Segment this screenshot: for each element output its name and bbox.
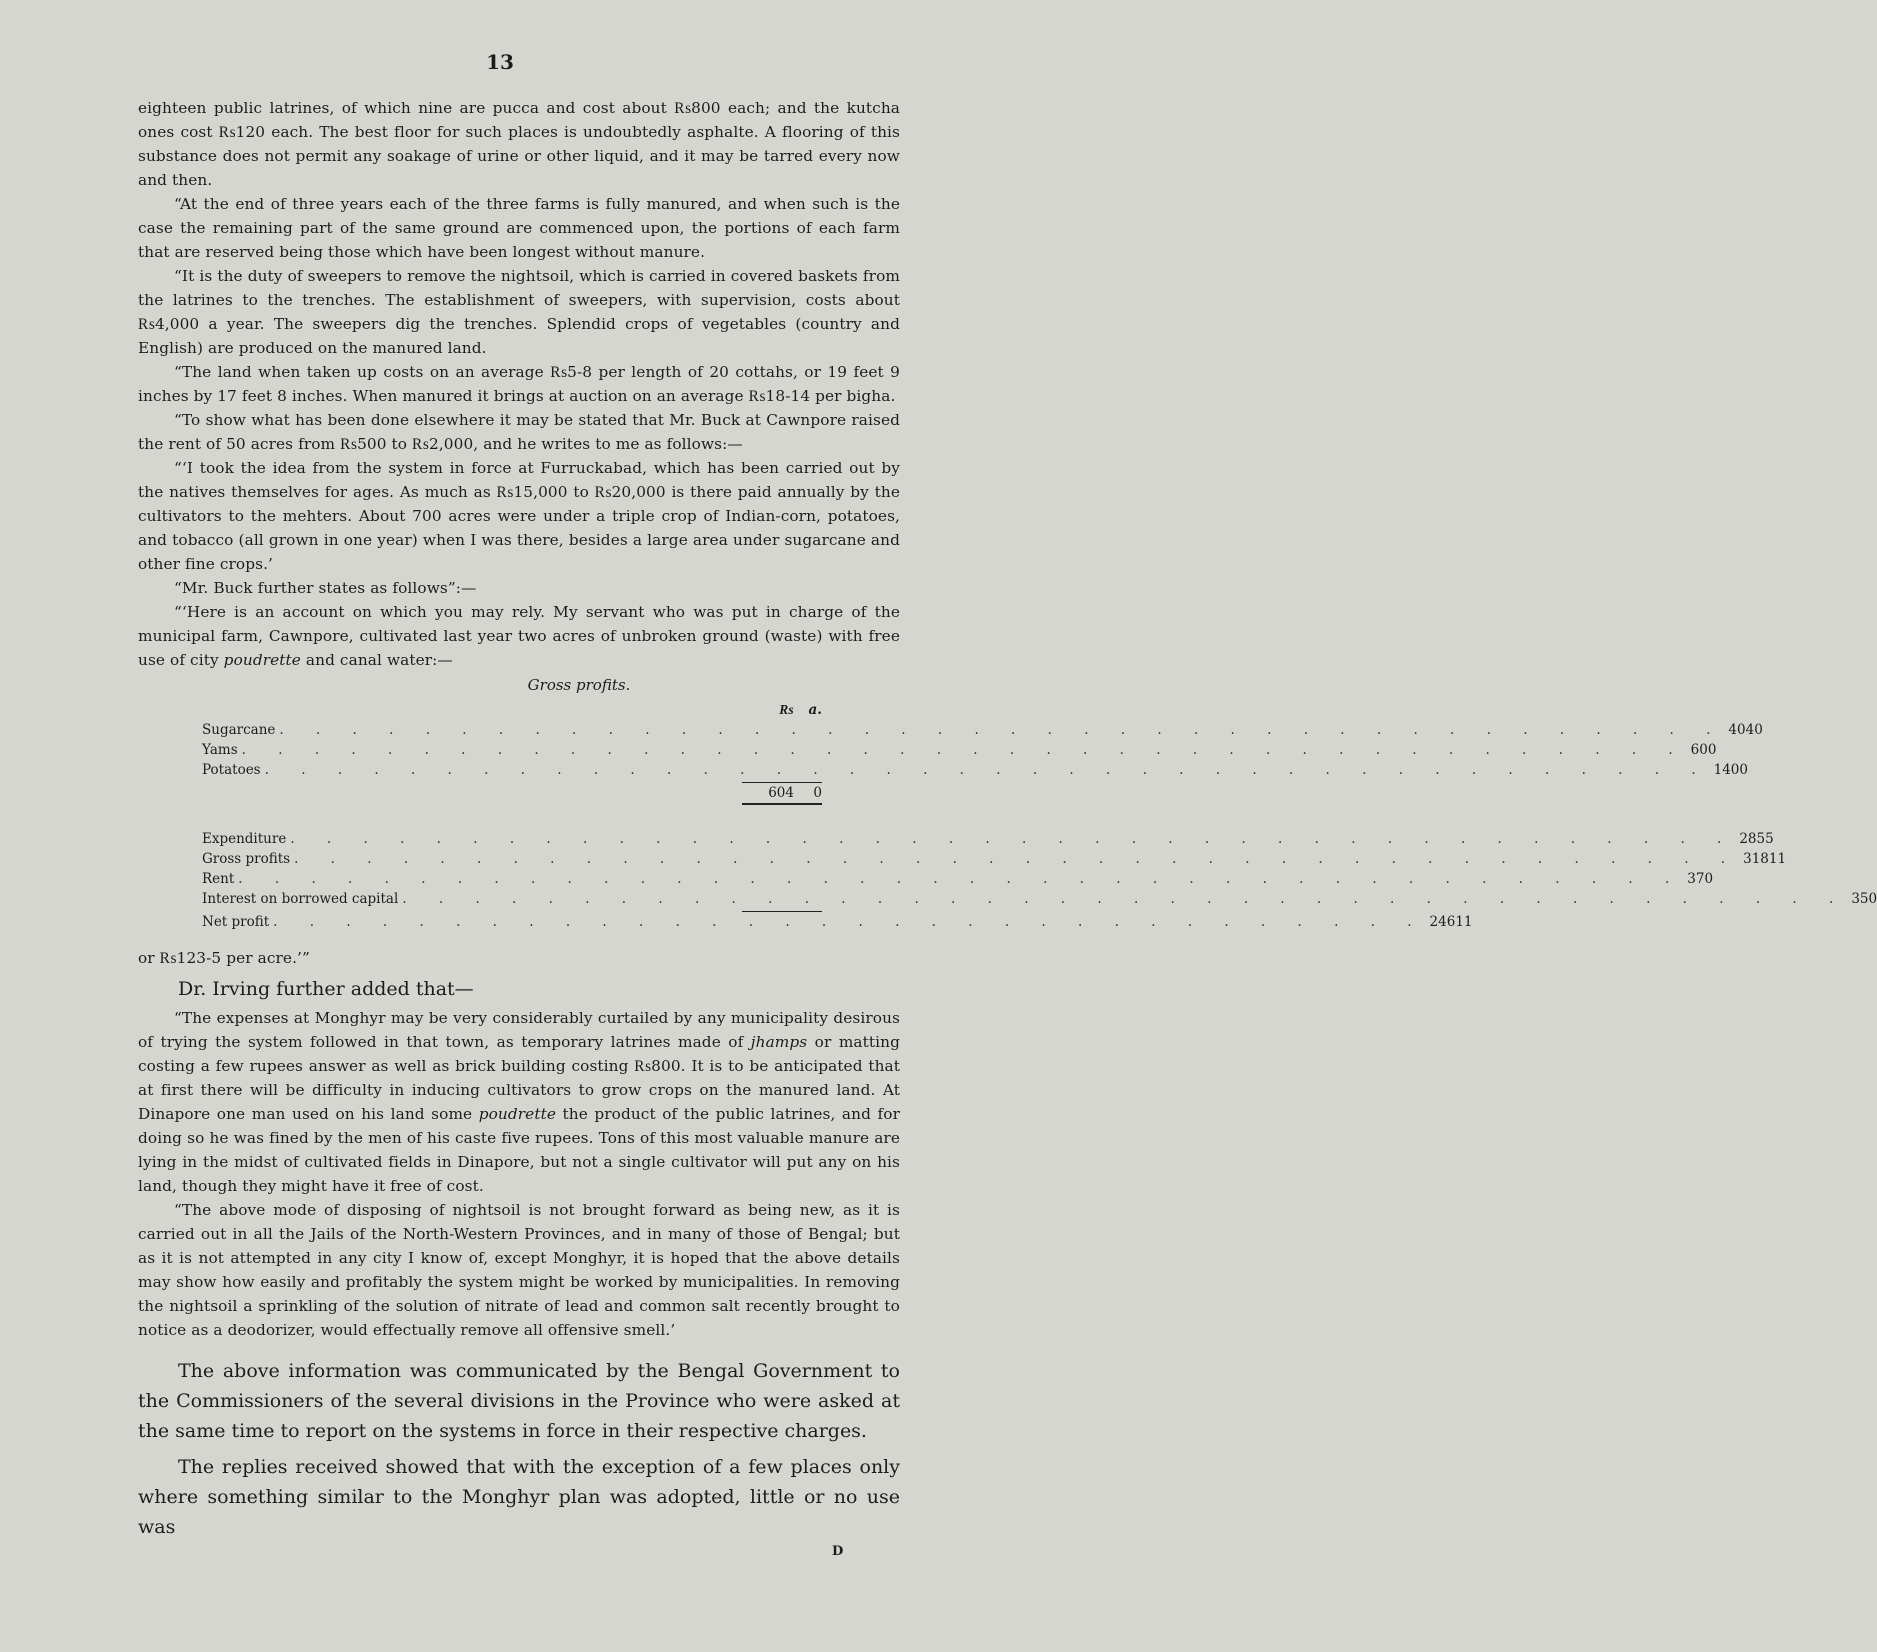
text-run: “The expenses at Monghyr may be very considerably curtailed by any municipality desirous of trying the system followed in that town, as temporary latrines made of xyxy=(138,1009,900,1051)
text-run: or matting costing a few rupees answer as well as brick building costing ₨800. It is to be anticipated that at first there will be difficulty in inducing cultivators to grow crops on the manured land. At Dinapore one man used on his land some xyxy=(138,1033,900,1123)
italic-term: poudrette xyxy=(478,1105,556,1123)
row-rupees: 285 xyxy=(1739,831,1766,847)
paragraph: “It is the duty of sweepers to remove the nightsoil, which is carried in covered baskets from the latrines to the trenches. The establishment of sweepers, with supervision, costs about ₨4,000 a year. The sweepers dig the trenches. Splendid crops of vegetables (country and English) are produced on the manured land. xyxy=(138,267,900,357)
page-number: 13 xyxy=(486,50,514,74)
leader-dots: . . . . . . . . . . . . . . . . . . . . . . . . . . . . . . . . . . . . . . . . xyxy=(402,891,1848,907)
text-run: the product of the public latrines, and for doing so he was fined by the men of his caste five rupees. Tons of this most valuable manure are lying in the midst of cultivated fields in Dinapore, but not a single cultivator will put any on his land, though they might have it free of cost. xyxy=(138,1105,900,1195)
large-paragraph: The replies received showed that with the exception of a few places only where something similar to the Monghyr plan was adopted, little or no use was xyxy=(138,1456,900,1538)
signature-mark: D xyxy=(832,1544,844,1559)
paragraph: “The land when taken up costs on an average ₨5-8 per length of 20 cottahs, or 19 feet 9 inches by 17 feet 8 inches. When manured it brings at auction on an average ₨18-14 per bigha. xyxy=(138,363,900,405)
paragraph: “‘I took the idea from the system in force at Furruckabad, which has been carried out by the natives themselves for ages. As much as ₨15,000 to ₨20,000 is there paid annually by the cultivators to the mehters. About 700 acres were under a triple crop of Indian-corn, potatoes, and tobacco (all grown in one year) when I was there, besides a large area under sugarcane and other fine crops.’ xyxy=(138,459,900,573)
row-label: Expenditure xyxy=(202,831,287,847)
row-label: Interest on borrowed capital xyxy=(202,891,399,907)
row-label: Potatoes xyxy=(202,762,261,778)
row-rupees: 318 xyxy=(1743,851,1769,867)
leader-dots: . . . . . . . . . . . . . . . . . . . . . . . . . . . . . . . . . . . . . . . . xyxy=(238,871,1684,887)
row-annas: 0 xyxy=(1704,871,1714,887)
column-rupees: ₨ xyxy=(778,702,794,718)
text-run: “‘Here is an account on which you may rely. My servant who was put in charge of the municipal farm, Cawnpore, cultivated last year two acres of unbroken ground (waste) with free use of city xyxy=(138,603,900,669)
table-title: Gross profits. xyxy=(527,676,631,694)
table-row xyxy=(202,829,1774,849)
table-row xyxy=(202,889,1877,909)
leader-dots: . . . . . . . . . . . . . . . . . . . . . . . . . . . . . . . . . . . . . . . . xyxy=(264,762,1710,778)
irving-paragraph xyxy=(138,1006,900,1198)
farm-paragraph xyxy=(138,600,900,672)
row-rupees: 37 xyxy=(1687,871,1705,887)
row-rupees: 35 xyxy=(1851,891,1869,907)
table-row xyxy=(202,740,1717,760)
row-annas: 0 xyxy=(1739,762,1748,778)
section-heading: Dr. Irving further added that— xyxy=(178,978,474,1000)
leader-dots: . . . . . . . . . . . . . . . . . . . . . . . . . . . . . . . . . . . . . . . . xyxy=(290,831,1736,847)
row-rupees: 140 xyxy=(1713,762,1740,778)
table-row xyxy=(202,869,1714,889)
paragraph: “At the end of three years each of the three farms is fully manured, and when such is the case the remaining part of the same ground are commenced upon, the portions of each farm that are reserved being those which have been longest without manure. xyxy=(138,195,900,261)
row-label: Net profit xyxy=(202,914,270,930)
leader-dots: . . . . . . . . . . . . . . . . . . . . . . . . . . . . . . . . . . . . . . . . xyxy=(241,742,1687,758)
row-label: Rent xyxy=(202,871,235,887)
row-annas: 0 xyxy=(1754,722,1763,738)
table-row xyxy=(202,720,1763,740)
net-profit-row xyxy=(202,912,1473,932)
column-annas: a. xyxy=(808,702,822,718)
row-label: Sugarcane xyxy=(202,722,276,738)
italic-term: poudrette xyxy=(223,651,301,669)
row-label: Yams xyxy=(202,742,238,758)
row-rupees: 60 xyxy=(1690,742,1708,758)
total-annas: 0 xyxy=(813,785,822,801)
row-rupees: 404 xyxy=(1728,722,1755,738)
accounts-table xyxy=(202,700,1877,932)
row-annas: 11 xyxy=(1768,851,1787,867)
row-annas: 0 xyxy=(1707,742,1717,758)
row-annas: 0 xyxy=(1868,891,1877,907)
paragraph: “The above mode of disposing of nightsoil is not brought forward as being new, as it is carried out in all the Jails of the North-Western Provinces, and in many of those of Bengal; but as it is not attempted in any city I know of, except Monghyr, it is hoped that the above details may show how easily and profitably the system might be worked by municipalities. In removing the nightsoil a sprinkling of the solution of nitrate of lead and common salt recently brought to notice as a deodorizer, would effectually remove all offensive smell.’ xyxy=(138,1201,900,1339)
table-row xyxy=(202,849,1787,869)
leader-dots: . . . . . . . . . . . . . . . . . . . . . . . . . . . . . . . . . . . . . . . . xyxy=(294,851,1740,867)
page-body xyxy=(138,96,1877,1542)
total-rupees: 604 xyxy=(768,785,794,801)
leader-dots: . . . . . . . . . . . . . . . . . . . . . . . . . . . . . . . . . . . . . . . . xyxy=(279,722,1725,738)
paragraph: “To show what has been done elsewhere it may be stated that Mr. Buck at Cawnpore raised the rent of 50 acres from ₨500 to ₨2,000, and he writes to me as follows:— xyxy=(138,411,900,453)
table-header xyxy=(202,700,822,720)
paragraph: “Mr. Buck further states as follows”:— xyxy=(174,579,477,597)
table-row xyxy=(202,760,1748,780)
text-run: and canal water:— xyxy=(300,651,453,669)
large-paragraph: The above information was communicated by the Bengal Government to the Commissioners of the several divisions in the Province who were asked at the same time to report on the systems in force in their respective charges. xyxy=(138,1360,900,1442)
paragraph: eighteen public latrines, of which nine are pucca and cost about ₨800 each; and the kutcha ones cost ₨120 each. The best floor for such places is undoubtedly asphalte. A flooring of this substance does not permit any soakage of urine or other liquid, and it may be tarred every now and then. xyxy=(138,99,900,189)
italic-term: jhamps xyxy=(750,1033,808,1051)
row-label: Gross profits xyxy=(202,851,291,867)
leader-dots: . . . . . . . . . . . . . . . . . . . . . . . . . . . . . . . . xyxy=(273,914,1426,930)
after-table-line: or ₨123-5 per acre.’” xyxy=(138,949,310,967)
row-annas: 5 xyxy=(1765,831,1774,847)
crop-total-row xyxy=(202,783,822,803)
row-annas: 11 xyxy=(1455,914,1473,930)
row-rupees: 246 xyxy=(1429,914,1456,930)
